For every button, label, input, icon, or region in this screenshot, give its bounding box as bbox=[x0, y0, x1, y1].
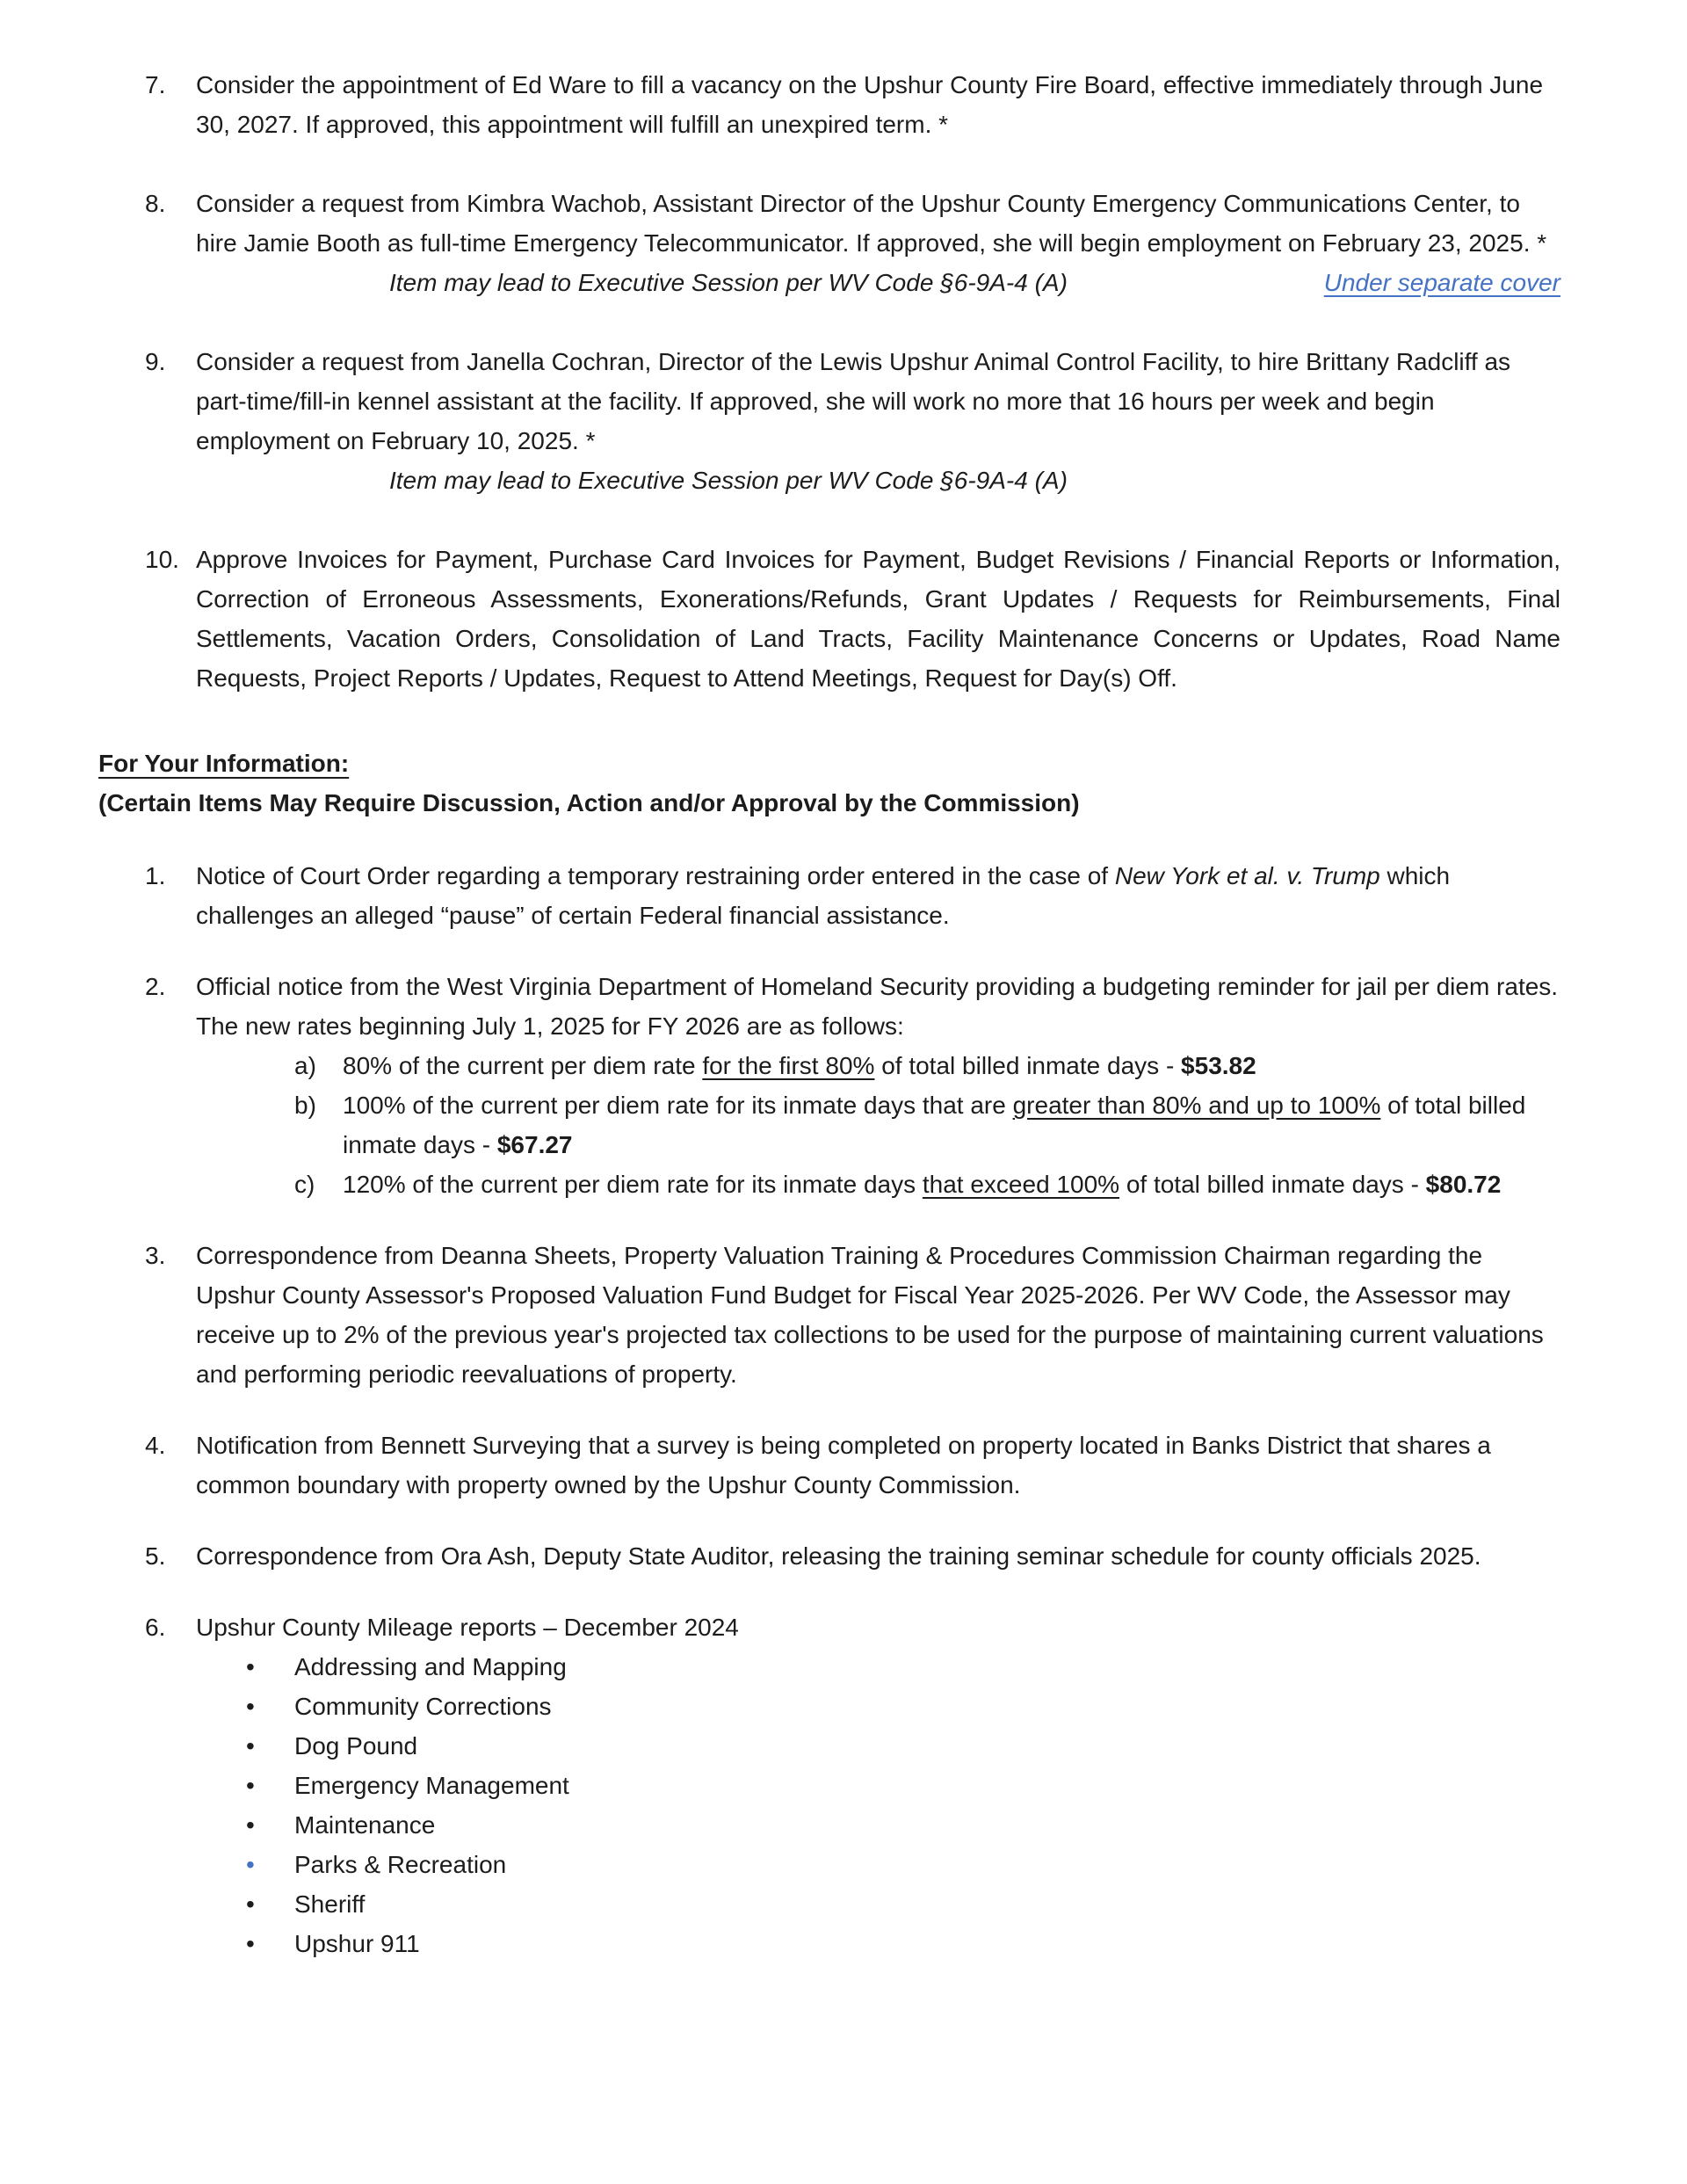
agenda-items-list bbox=[145, 65, 1560, 698]
text-run: Notification from Bennett Surveying that a survey is being completed on property located in Banks District that shares a common boundary with property owned by the Upshur County Commission. bbox=[196, 1432, 1491, 1498]
text-run: which challenges an alleged “pause” of certain Federal financial assistance. bbox=[196, 862, 1451, 929]
fyi-item-text-1 bbox=[196, 856, 1560, 935]
executive-session-note-line bbox=[196, 461, 1560, 500]
executive-session-note: Item may lead to Executive Session per WV Code §6-9A-4 (A) bbox=[389, 269, 1068, 296]
agenda-item-number-10: 10. bbox=[145, 546, 179, 573]
fyi-item-body-5 bbox=[196, 1536, 1560, 1576]
fyi-item-5 bbox=[145, 1536, 1560, 1576]
text-run: 120% of the current per diem rate for its inmate days bbox=[343, 1171, 923, 1198]
bullet-label: Sheriff bbox=[294, 1890, 366, 1918]
fyi-item-text-2 bbox=[196, 967, 1560, 1046]
fyi-item-number-1: 1. bbox=[145, 862, 166, 889]
fyi-item-text-3 bbox=[196, 1236, 1560, 1394]
bullet-item bbox=[246, 1766, 1560, 1805]
bullet-label: Parks & Recreation bbox=[294, 1851, 507, 1878]
bullet-item bbox=[246, 1805, 1560, 1845]
text-run: of total billed inmate days - bbox=[874, 1052, 1182, 1079]
agenda-item-text-8 bbox=[196, 184, 1560, 263]
under-separate-cover-link[interactable]: Under separate cover bbox=[1323, 269, 1560, 296]
agenda-item-number-7: 7. bbox=[145, 71, 166, 98]
text-run: Correspondence from Ora Ash, Deputy State Auditor, releasing the training seminar schedule for county officials 2025. bbox=[196, 1542, 1481, 1570]
bullet-item bbox=[246, 1687, 1560, 1726]
text-run: New York et al. v. Trump bbox=[1114, 862, 1380, 889]
agenda-item-text-9 bbox=[196, 342, 1560, 461]
bullet-icon: • bbox=[246, 1811, 255, 1839]
sub-item-text bbox=[343, 1046, 1560, 1085]
sub-item-marker: c) bbox=[294, 1171, 315, 1198]
fyi-item-body-3 bbox=[196, 1236, 1560, 1394]
agenda-item-7 bbox=[145, 65, 1560, 144]
text-run: Upshur County Mileage reports – December 2024 bbox=[196, 1614, 739, 1641]
bullet-label: Community Corrections bbox=[294, 1693, 552, 1720]
text-run: 100% of the current per diem rate for its inmate days that are bbox=[343, 1092, 1013, 1119]
fyi-item-text-6 bbox=[196, 1607, 1560, 1647]
text-run: Consider the appointment of Ed Ware to fill a vacancy on the Upshur County Fire Board, effective immediately through June 30, 2027. If approved, this appointment will fulfill an unexpired term. * bbox=[196, 71, 1544, 138]
text-run: $53.82 bbox=[1181, 1052, 1256, 1079]
fyi-item-number-6: 6. bbox=[145, 1614, 166, 1641]
text-run: Official notice from the West Virginia Department of Homeland Security providing a budgeting reminder for jail per diem rates. The new rates beginning July 1, 2025 for FY 2026 are as follows: bbox=[196, 973, 1559, 1040]
text-run: greater than 80% and up to 100% bbox=[1012, 1092, 1381, 1119]
agenda-item-body-7 bbox=[196, 65, 1560, 144]
fyi-items-list bbox=[145, 856, 1560, 1963]
text-run: Correspondence from Deanna Sheets, Property Valuation Training & Procedures Commission Chairman regarding the Upshur County Assessor's Proposed Valuation Fund Budget for Fiscal Year 2025-2026. Per WV Code, the Assessor may receive up to 2% of the previous year's projected tax collections to be used for the purpose of maintaining current valuations and performing periodic reevaluations of property. bbox=[196, 1242, 1544, 1388]
text-run: 80% of the current per diem rate bbox=[343, 1052, 703, 1079]
fyi-item-2 bbox=[145, 967, 1560, 1204]
agenda-item-body-9 bbox=[196, 342, 1560, 500]
fyi-item-text-5 bbox=[196, 1536, 1560, 1576]
sub-item-marker: b) bbox=[294, 1092, 316, 1119]
fyi-item-6 bbox=[145, 1607, 1560, 1963]
text-run: of total billed inmate days - bbox=[343, 1092, 1526, 1158]
agenda-item-10 bbox=[145, 540, 1560, 698]
sub-item-marker: a) bbox=[294, 1052, 316, 1079]
fyi-item-text-4 bbox=[196, 1426, 1560, 1505]
bullet-label: Maintenance bbox=[294, 1811, 436, 1839]
executive-session-note: Item may lead to Executive Session per WV Code §6-9A-4 (A) bbox=[389, 467, 1068, 494]
bullet-icon: • bbox=[246, 1890, 255, 1918]
fyi-heading: For Your Information: bbox=[98, 750, 350, 777]
agenda-item-text-7 bbox=[196, 65, 1560, 144]
fyi-item-number-5: 5. bbox=[145, 1542, 166, 1570]
fyi-item-number-4: 4. bbox=[145, 1432, 166, 1459]
fyi-item-number-2: 2. bbox=[145, 973, 166, 1000]
bullet-icon: • bbox=[246, 1653, 255, 1680]
sub-item-text bbox=[343, 1085, 1560, 1165]
agenda-item-text-10 bbox=[196, 540, 1560, 698]
bullet-label: Upshur 911 bbox=[294, 1930, 420, 1957]
text-run: that exceed 100% bbox=[922, 1171, 1120, 1198]
bullet-item bbox=[246, 1647, 1560, 1687]
text-run: $67.27 bbox=[496, 1131, 573, 1158]
fyi-subheading: (Certain Items May Require Discussion, Action and/or Approval by the Commission) bbox=[98, 789, 1080, 816]
bullet-item bbox=[246, 1924, 1560, 1963]
text-run: for the first 80% bbox=[702, 1052, 875, 1079]
bullet-icon: • bbox=[246, 1851, 255, 1878]
sub-item-a bbox=[294, 1046, 1560, 1085]
text-run: Consider a request from Kimbra Wachob, Assistant Director of the Upshur County Emergency Communications Center, to hire Jamie Booth as full-time Emergency Telecommunicator. If approved, she will begin employment on February 23, 2025. * bbox=[196, 190, 1547, 257]
fyi-item-4 bbox=[145, 1426, 1560, 1505]
fyi-item-body-2 bbox=[196, 967, 1560, 1204]
sub-item-text bbox=[343, 1165, 1560, 1204]
text-run: of total billed inmate days - bbox=[1119, 1171, 1426, 1198]
agenda-item-body-10 bbox=[196, 540, 1560, 698]
agenda-item-number-8: 8. bbox=[145, 190, 166, 217]
fyi-section-heading-row bbox=[98, 744, 1560, 783]
text-run: Approve Invoices for Payment, Purchase Card Invoices for Payment, Budget Revisions / Financial Reports or Information, Correction of Erroneous Assessments, Exonerations/Refunds, Grant Updates / Requests for Reimbursements, Final Settlements, Vacation Orders, Consolidation of Land Tracts, Facility Maintenance Concerns or Updates, Road Name Requests, Project Reports / Updates, Request to Attend Meetings, Request for Day(s) Off. bbox=[196, 546, 1560, 692]
executive-session-note-line bbox=[196, 263, 1560, 302]
fyi-item-number-3: 3. bbox=[145, 1242, 166, 1269]
fyi-item-body-1 bbox=[196, 856, 1560, 935]
text-run: Consider a request from Janella Cochran, Director of the Lewis Upshur Animal Control Facility, to hire Brittany Radcliff as part-time/fill-in kennel assistant at the facility. If approved, she will work no more that 16 hours per week and begin employment on February 10, 2025. * bbox=[196, 348, 1511, 454]
bullet-label: Dog Pound bbox=[294, 1732, 418, 1760]
text-run: Notice of Court Order regarding a temporary restraining order entered in the case of bbox=[196, 862, 1115, 889]
bullet-icon: • bbox=[246, 1693, 255, 1720]
agenda-item-8 bbox=[145, 184, 1560, 302]
bullet-icon: • bbox=[246, 1930, 255, 1957]
fyi-item-body-4 bbox=[196, 1426, 1560, 1505]
fyi-item-3 bbox=[145, 1236, 1560, 1394]
bullet-icon: • bbox=[246, 1772, 255, 1799]
sub-item-c bbox=[294, 1165, 1560, 1204]
fyi-item-1 bbox=[145, 856, 1560, 935]
text-run: $80.72 bbox=[1425, 1171, 1502, 1198]
bullet-label: Emergency Management bbox=[294, 1772, 569, 1799]
agenda-item-number-9: 9. bbox=[145, 348, 166, 375]
bullet-icon: • bbox=[246, 1732, 255, 1760]
sub-item-b bbox=[294, 1085, 1560, 1165]
agenda-item-body-8 bbox=[196, 184, 1560, 302]
agenda-item-9 bbox=[145, 342, 1560, 500]
bullet-label: Addressing and Mapping bbox=[294, 1653, 567, 1680]
bullet-item bbox=[246, 1845, 1560, 1884]
bullet-item bbox=[246, 1726, 1560, 1766]
fyi-item-body-6 bbox=[196, 1607, 1560, 1963]
bullet-item bbox=[246, 1884, 1560, 1924]
